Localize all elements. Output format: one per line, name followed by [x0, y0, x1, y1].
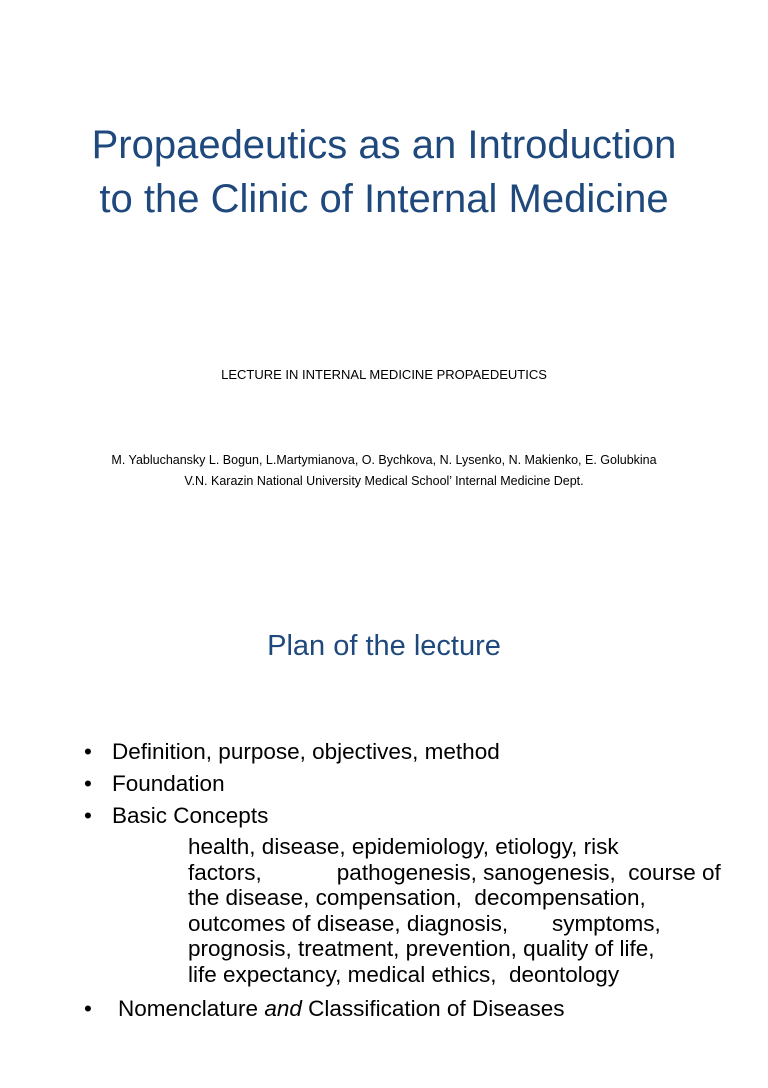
title-slide: [0, 0, 768, 512]
concept-line: factors, pathogenesis, sanogenesis, course of: [188, 859, 721, 885]
concept-line: outcomes of disease, diagnosis, symptoms,: [188, 910, 661, 936]
list-item-text: Definition, purpose, objectives, method: [112, 739, 500, 764]
slide-title: [40, 118, 728, 226]
list-item-text-before: Nomenclature: [118, 996, 265, 1021]
lecture-subtitle: LECTURE IN INTERNAL MEDICINE PROPAEDEUTICS: [221, 367, 547, 382]
slide-title-line-1: Propaedeutics as an Introduction: [91, 123, 677, 167]
authors-list: M. Yabluchansky L. Bogun, L.Martymianova, O. Bychkova, N. Lysenko, N. Makienko, E. Golubkina: [111, 453, 657, 467]
list-item: [84, 800, 744, 987]
list-item: [84, 768, 744, 800]
bullet-icon: •: [84, 771, 92, 796]
authors-block: [0, 450, 768, 492]
plan-slide: [0, 576, 768, 1088]
concept-line: health, disease, epidemiology, etiology, risk: [188, 834, 619, 859]
list-item-text: Basic Concepts: [112, 803, 269, 828]
basic-concepts-text: [112, 834, 758, 987]
plan-list: [84, 736, 744, 1025]
list-item: [84, 993, 744, 1025]
list-item-text-italic: and: [264, 996, 302, 1021]
concept-line: life expectancy, medical ethics, deontology: [188, 961, 620, 987]
list-item: [84, 736, 744, 768]
concept-line: the disease, compensation, decompensation,: [188, 885, 646, 910]
slide-title-line-2: to the Clinic of Internal Medicine: [99, 177, 669, 221]
plan-title: Plan of the lecture: [267, 630, 501, 662]
bullet-icon: •: [84, 803, 92, 828]
institution-name: V.N. Karazin National University Medical School’ Internal Medicine Dept.: [184, 474, 584, 488]
bullet-icon: •: [84, 739, 92, 764]
concept-line: prognosis, treatment, prevention, quality of life,: [188, 936, 655, 961]
list-item-text-after: Classification of Diseases: [301, 996, 565, 1021]
list-item-text: Foundation: [112, 771, 225, 796]
bullet-icon: •: [84, 996, 92, 1021]
